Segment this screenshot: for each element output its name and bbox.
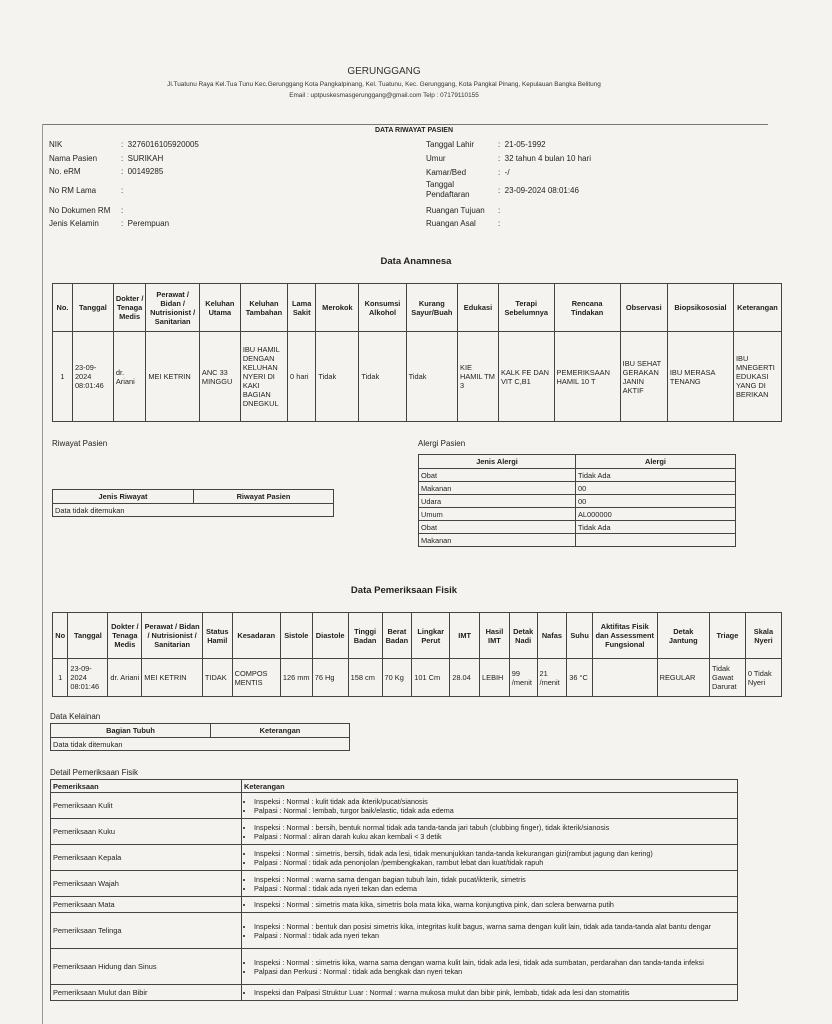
alergi-cell: Tidak Ada xyxy=(576,521,736,534)
detail-exam-name: Pemeriksaan Telinga xyxy=(51,913,242,949)
alergi-cell: 00 xyxy=(576,495,736,508)
detail-item: • Inspeksi : Normal : simetris mata kika, simetris bola mata kika, warna konjungtiva pink, dan sclera berwarna putih xyxy=(254,900,735,909)
detail-table xyxy=(50,779,738,1001)
riwayat-header-row xyxy=(53,490,334,504)
fisik-title: Data Pemeriksaan Fisik xyxy=(350,585,458,596)
fisik-cell: 101 Cm xyxy=(412,659,450,697)
detail-exam-notes xyxy=(242,913,738,949)
table-row xyxy=(51,949,738,985)
alergi-header-row xyxy=(419,455,736,469)
detail-label: Detail Pemeriksaan Fisik xyxy=(50,768,139,777)
label-nik: NIK xyxy=(49,140,63,149)
fisik-header: Sistole xyxy=(280,613,312,659)
detail-header: Keterangan xyxy=(242,780,738,793)
anamnesa-cell: MEI KETRIN xyxy=(146,332,200,422)
table-row xyxy=(51,897,738,913)
detail-exam-notes xyxy=(242,949,738,985)
table-row xyxy=(419,482,736,495)
riwayat-header: Jenis Riwayat xyxy=(53,490,194,504)
table-row xyxy=(51,985,738,1001)
detail-item: • Palpasi : Normal : tidak ada nyeri tekan dan edema xyxy=(254,884,735,893)
alergi-cell: Makanan xyxy=(419,534,576,547)
kelainan-header-row xyxy=(51,724,350,738)
facility-name: GERUNGGANG xyxy=(347,66,421,77)
fisik-cell: 21 /menit xyxy=(537,659,567,697)
detail-item: • Palpasi : Normal : tidak ada penonjolan /pembengkakan, rambut lebat dan kuat/tidak rapuh xyxy=(254,858,735,867)
table-row xyxy=(419,521,736,534)
alergi-cell: Obat xyxy=(419,521,576,534)
riwayat-table-wrap xyxy=(52,489,334,517)
label-tujuan: Ruangan Tujuan xyxy=(426,206,485,215)
fisik-header: Dokter / Tenaga Medis xyxy=(108,613,142,659)
riwayat-header: Riwayat Pasien xyxy=(194,490,334,504)
detail-exam-name: Pemeriksaan Mata xyxy=(51,897,242,913)
detail-item: • Inspeksi : Normal : bersih, bentuk normal tidak ada tanda-tanda jari tabuh (clubbing finger), tidak ikterik/sianosis xyxy=(254,823,735,832)
patient-section-title: DATA RIWAYAT PASIEN xyxy=(374,127,454,134)
detail-item: • Inspeksi : Normal : simetris, bersih, tidak ada lesi, tidak menunjukkan tanda-tanda kekurangan gizi(rambut jagung dan kering) xyxy=(254,849,735,858)
fisik-cell: 70 Kg xyxy=(382,659,412,697)
riwayat-table xyxy=(52,489,334,517)
detail-exam-name: Pemeriksaan Kuku xyxy=(51,819,242,845)
anamnesa-header: Observasi xyxy=(620,284,667,332)
fisik-header: No xyxy=(53,613,68,659)
table-row xyxy=(51,738,350,751)
fisik-cell: 23-09-2024 08:01:46 xyxy=(68,659,108,697)
alergi-table-wrap xyxy=(418,454,736,547)
detail-item: • Inspeksi dan Palpasi Struktur Luar : Normal : warna mukosa mulut dan bibir pink, lembab, tidak ada lesi dan stomatitis xyxy=(254,988,735,997)
detail-header-row xyxy=(51,780,738,793)
kelainan-header: Keterangan xyxy=(211,724,350,738)
value-kamar: : -/ xyxy=(498,168,510,177)
label-asal: Ruangan Asal xyxy=(426,219,476,228)
anamnesa-header-row xyxy=(53,284,782,332)
detail-exam-notes xyxy=(242,985,738,1001)
fisik-cell: COMPOS MENTIS xyxy=(232,659,280,697)
kelainan-table-wrap xyxy=(50,723,350,751)
fisik-cell: 36 °C xyxy=(567,659,593,697)
detail-item: • Inspeksi : Normal : kulit tidak ada ikterik/pucat/sianosis xyxy=(254,797,735,806)
anamnesa-cell: Tidak xyxy=(316,332,359,422)
fisik-header: Diastole xyxy=(312,613,348,659)
fisik-header: Detak Jantung xyxy=(657,613,709,659)
label-pendaftaran: Tanggal Pendaftaran xyxy=(426,180,470,199)
anamnesa-header: No. xyxy=(53,284,73,332)
detail-table-wrap xyxy=(50,779,740,1024)
label-rm-lama: No RM Lama xyxy=(49,186,97,195)
anamnesa-header: Edukasi xyxy=(458,284,499,332)
fisik-header: Nafas xyxy=(537,613,567,659)
detail-exam-name: Pemeriksaan Wajah xyxy=(51,871,242,897)
fisik-header: Berat Badan xyxy=(382,613,412,659)
value-pendaftaran: : 23-09-2024 08:01:46 xyxy=(498,186,579,195)
anamnesa-cell: KALK FE DAN VIT C,B1 xyxy=(498,332,554,422)
kelainan-table xyxy=(50,723,350,751)
fisik-header: Tinggi Badan xyxy=(348,613,382,659)
fisik-cell: dr. Ariani xyxy=(108,659,142,697)
detail-item: • Inspeksi : Normal : simetris kika, warna sama dengan warna kulit lain, tidak ada lesi, tidak ada sumbatan, perdarahan dan tanda-tanda infeksi xyxy=(254,958,735,967)
anamnesa-cell: IBU HAMIL DENGAN KELUHAN NYERI DI KAKI BAGIAN DNEGKUL xyxy=(240,332,287,422)
anamnesa-header: Terapi Sebelumnya xyxy=(498,284,554,332)
value-tgl-lahir: : 21-05-1992 xyxy=(498,140,546,149)
anamnesa-header: Keluhan Tambahan xyxy=(240,284,287,332)
alergi-table xyxy=(418,454,736,547)
kelainan-empty: Data tidak ditemukan xyxy=(51,738,350,751)
fisik-header: Tanggal xyxy=(68,613,108,659)
label-tgl-lahir: Tanggal Lahir xyxy=(426,140,475,149)
detail-item: • Palpasi : Normal : tidak ada nyeri tekan xyxy=(254,931,735,940)
kelainan-label: Data Kelainan xyxy=(50,712,101,721)
riwayat-label: Riwayat Pasien xyxy=(52,439,108,448)
detail-exam-notes xyxy=(242,897,738,913)
detail-exam-name: Pemeriksaan Kulit xyxy=(51,793,242,819)
facility-address: Jl.Tuatunu Raya Kel.Tua Tunu Kec.Gerunggang Kota Pangkalpinang, Kel. Tuatunu, Kec. Gerunggang, Kota Pangkal Pinang, Kepulauan Bangka Belitung xyxy=(167,81,601,88)
fisik-cell: 158 cm xyxy=(348,659,382,697)
anamnesa-cell: IBU MNEGERTI EDUKASI YANG DI BERIKAN xyxy=(733,332,781,422)
value-umur: : 32 tahun 4 bulan 10 hari xyxy=(498,154,591,163)
table-row xyxy=(51,793,738,819)
anamnesa-header: Tanggal xyxy=(72,284,113,332)
table-row xyxy=(51,871,738,897)
fisik-table-wrap xyxy=(52,612,774,700)
fisik-cell: MEI KETRIN xyxy=(142,659,203,697)
detail-item: • Inspeksi : Normal : bentuk dan posisi simetris kika, integritas kulit bagus, warna sama dengan kulit lain, tidak ada tanda-tanda alat bantu dengar xyxy=(254,922,735,931)
fisik-header: Kesadaran xyxy=(232,613,280,659)
fisik-cell: REGULAR xyxy=(657,659,709,697)
anamnesa-header: Dokter / Tenaga Medis xyxy=(113,284,146,332)
detail-exam-name: Pemeriksaan Mulut dan Bibir xyxy=(51,985,242,1001)
anamnesa-header: Kurang Sayur/Buah xyxy=(406,284,457,332)
detail-item: • Palpasi : Normal : lembab, turgor baik/elastic, tidak ada edema xyxy=(254,806,735,815)
anamnesa-header: Biopsikososial xyxy=(667,284,733,332)
fisik-cell xyxy=(592,659,657,697)
fisik-header: Hasil IMT xyxy=(480,613,510,659)
alergi-cell: Udara xyxy=(419,495,576,508)
fisik-header: Aktifitas Fisik dan Assessment Fungsional xyxy=(592,613,657,659)
alergi-header: Jenis Alergi xyxy=(419,455,576,469)
table-row xyxy=(53,659,782,697)
fisik-table xyxy=(52,612,782,697)
label-kamar: Kamar/Bed xyxy=(426,168,467,177)
anamnesa-header: Lama Sakit xyxy=(288,284,316,332)
anamnesa-cell: KIE HAMIL TM 3 xyxy=(458,332,499,422)
table-row xyxy=(419,534,736,547)
table-row xyxy=(419,508,736,521)
label-nama: Nama Pasien xyxy=(49,154,98,163)
value-asal: : xyxy=(498,219,505,228)
anamnesa-cell: 0 hari xyxy=(288,332,316,422)
fisik-cell: LEBIH xyxy=(480,659,510,697)
detail-item: • Palpasi : Normal : aliran darah kuku akan kembali < 3 detik xyxy=(254,832,735,841)
alergi-cell: 00 xyxy=(576,482,736,495)
label-dokumen: No Dokumen RM xyxy=(49,206,111,215)
anamnesa-cell: dr. Ariani xyxy=(113,332,146,422)
table-row xyxy=(53,332,782,422)
value-tujuan: : xyxy=(498,206,505,215)
fisik-cell: 126 mm xyxy=(280,659,312,697)
value-rm-lama: : xyxy=(121,186,128,195)
fisik-cell: 28.04 xyxy=(450,659,480,697)
fisik-header: Status Hamil xyxy=(202,613,232,659)
alergi-header: Alergi xyxy=(576,455,736,469)
fisik-header: Suhu xyxy=(567,613,593,659)
value-nik: : 3276016105920005 xyxy=(121,140,199,149)
detail-exam-name: Pemeriksaan Hidung dan Sinus xyxy=(51,949,242,985)
fisik-cell: TIDAK xyxy=(202,659,232,697)
kelainan-header: Bagian Tubuh xyxy=(51,724,211,738)
anamnesa-cell: IBU MERASA TENANG xyxy=(667,332,733,422)
anamnesa-header: Merokok xyxy=(316,284,359,332)
anamnesa-header: Konsumsi Alkohol xyxy=(359,284,406,332)
anamnesa-cell: Tidak xyxy=(406,332,457,422)
anamnesa-header: Perawat / Bidan / Nutrisionist / Sanitarian xyxy=(146,284,200,332)
detail-exam-notes xyxy=(242,871,738,897)
fisik-cell: 1 xyxy=(53,659,68,697)
alergi-cell: AL000000 xyxy=(576,508,736,521)
anamnesa-cell: Tidak xyxy=(359,332,406,422)
table-row xyxy=(51,913,738,949)
table-row xyxy=(419,469,736,482)
value-kelamin: : Perempuan xyxy=(121,219,170,228)
anamnesa-cell: PEMERIKSAAN HAMIL 10 T xyxy=(554,332,620,422)
fisik-header: Detak Nadi xyxy=(509,613,537,659)
alergi-cell: Umum xyxy=(419,508,576,521)
fisik-header: IMT xyxy=(450,613,480,659)
detail-exam-notes xyxy=(242,819,738,845)
label-umur: Umur xyxy=(426,154,446,163)
detail-exam-notes xyxy=(242,793,738,819)
detail-item: • Inspeksi : Normal : warna sama dengan bagian tubuh lain, tidak pucat/ikterik, simetris xyxy=(254,875,735,884)
anamnesa-cell: 1 xyxy=(53,332,73,422)
table-row xyxy=(51,845,738,871)
fisik-header: Perawat / Bidan / Nutrisionist / Sanitarian xyxy=(142,613,203,659)
value-erm: : 00149285 xyxy=(121,167,164,176)
anamnesa-cell: IBU SEHAT GERAKAN JANIN AKTIF xyxy=(620,332,667,422)
fisik-cell: Tidak Gawat Darurat xyxy=(709,659,745,697)
fisik-cell: 76 Hg xyxy=(312,659,348,697)
alergi-cell xyxy=(576,534,736,547)
fisik-header: Triage xyxy=(709,613,745,659)
anamnesa-cell: ANC 33 MINGGU xyxy=(199,332,240,422)
label-erm: No. eRM xyxy=(49,167,81,176)
fisik-cell: 0 Tidak Nyeri xyxy=(745,659,781,697)
anamnesa-table xyxy=(52,283,782,422)
fisik-header: Skala Nyeri xyxy=(745,613,781,659)
facility-contact: Email : uptpuskesmasgerunggang@gmail.com Telp : 07179110155 xyxy=(289,92,479,99)
anamnesa-header: Keterangan xyxy=(733,284,781,332)
table-row xyxy=(51,819,738,845)
detail-header: Pemeriksaan xyxy=(51,780,242,793)
anamnesa-header: Rencana Tindakan xyxy=(554,284,620,332)
detail-exam-notes xyxy=(242,845,738,871)
alergi-cell: Obat xyxy=(419,469,576,482)
detail-item: • Palpasi dan Perkusi : Normal : tidak ada bengkak dan nyeri tekan xyxy=(254,967,735,976)
table-row xyxy=(419,495,736,508)
alergi-cell: Tidak Ada xyxy=(576,469,736,482)
alergi-label: Alergi Pasien xyxy=(418,439,466,448)
top-divider xyxy=(42,124,768,125)
alergi-cell: Makanan xyxy=(419,482,576,495)
anamnesa-cell: 23-09-2024 08:01:46 xyxy=(72,332,113,422)
riwayat-empty: Data tidak ditemukan xyxy=(53,504,334,517)
detail-exam-name: Pemeriksaan Kepala xyxy=(51,845,242,871)
value-dokumen: : xyxy=(121,206,128,215)
table-row xyxy=(53,504,334,517)
fisik-header: Lingkar Perut xyxy=(412,613,450,659)
fisik-header-row xyxy=(53,613,782,659)
value-nama: : SURIKAH xyxy=(121,154,164,163)
anamnesa-header: Keluhan Utama xyxy=(199,284,240,332)
anamnesa-table-wrap xyxy=(52,283,778,425)
anamnesa-title: Data Anamnesa xyxy=(380,256,452,267)
fisik-cell: 99 /menit xyxy=(509,659,537,697)
label-kelamin: Jenis Kelamin xyxy=(49,219,99,228)
